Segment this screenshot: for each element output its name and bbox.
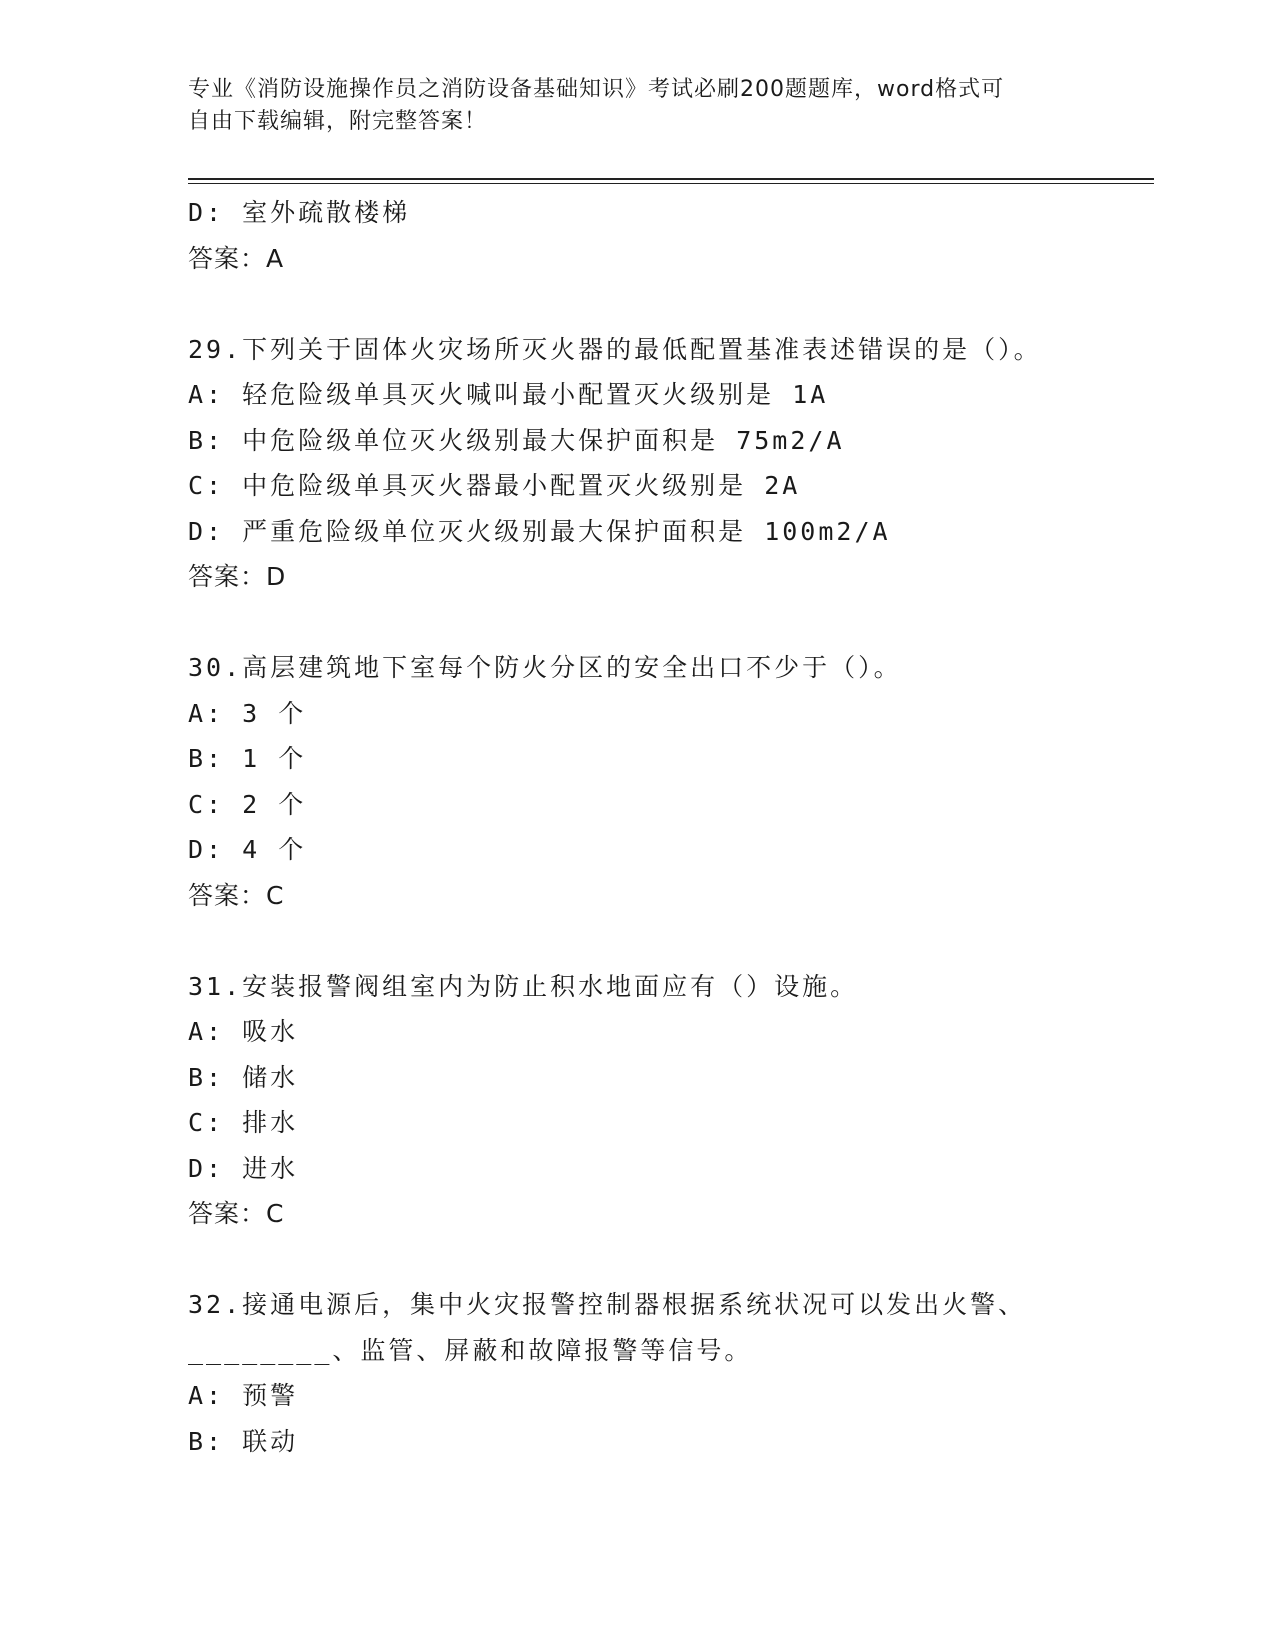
- question-29-option-d: D: 严重危险级单位灭火级别最大保护面积是 100m2/A: [188, 516, 891, 546]
- prev-option-d: D: 室外疏散楼梯: [188, 198, 411, 227]
- question-30-answer: 答案：C: [188, 880, 285, 910]
- question-30-option-d: D: 4 个: [188, 835, 307, 864]
- question-30-option-c: C: 2 个: [188, 789, 307, 819]
- document-header: [188, 74, 1068, 138]
- header-line-2: 自由下载编辑，附完整答案！: [188, 109, 488, 134]
- question-29-text: 29.下列关于固体火灾场所灭火器的最低配置基准表述错误的是（）。: [188, 334, 1042, 364]
- question-29-option-c: C: 中危险级单具灭火器最小配置灭火级别是 2A: [188, 471, 801, 500]
- question-31-answer: 答案：C: [188, 1199, 285, 1228]
- question-31-option-b: B: 储水: [188, 1062, 299, 1092]
- question-31-text: 31.安装报警阀组室内为防止积水地面应有（）设施。: [188, 971, 859, 1001]
- question-31-option-c: C: 排水: [188, 1108, 299, 1137]
- question-content: [188, 190, 1154, 1464]
- prev-answer: 答案：A: [188, 243, 285, 273]
- question-32-option-a: A: 预警: [188, 1381, 299, 1410]
- question-31-option-a: A: 吸水: [188, 1017, 299, 1046]
- question-29-answer: 答案：D: [188, 562, 287, 591]
- question-32-option-b: B: 联动: [188, 1426, 299, 1456]
- header-line-1: 专业《消防设施操作员之消防设备基础知识》考试必刷200题题库，word格式可: [188, 77, 1005, 102]
- question-32-text-line-1: 32.接通电源后，集中火灾报警控制器根据系统状况可以发出火警、: [188, 1290, 1027, 1319]
- spacer: [188, 918, 1154, 964]
- question-31-option-d: D: 进水: [188, 1153, 299, 1183]
- question-30-option-a: A: 3 个: [188, 698, 307, 728]
- header-divider-thick: [188, 178, 1154, 180]
- question-30-option-b: B: 1 个: [188, 744, 307, 773]
- spacer: [188, 281, 1154, 327]
- header-divider-thin: [188, 183, 1154, 184]
- question-29-option-b: B: 中危险级单位灭火级别最大保护面积是 75m2/A: [188, 425, 845, 455]
- spacer: [188, 1237, 1154, 1283]
- question-32-text-line-2: ________、监管、屏蔽和故障报警等信号。: [188, 1335, 753, 1365]
- question-29-option-a: A: 轻危险级单具灭火喊叫最小配置灭火级别是 1A: [188, 380, 829, 409]
- spacer: [188, 600, 1154, 646]
- question-30-text: 30.高层建筑地下室每个防火分区的安全出口不少于（）。: [188, 653, 902, 682]
